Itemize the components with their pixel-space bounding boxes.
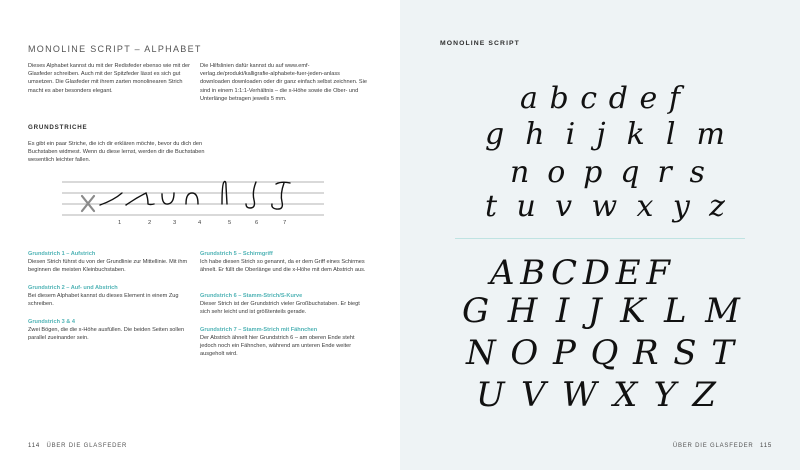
letter-glyph: J <box>587 291 602 331</box>
stroke-number-5: 5 <box>228 220 232 226</box>
letter-glyph: h <box>525 117 545 152</box>
letter-glyph: a <box>520 81 538 116</box>
letter-glyph: E <box>615 253 641 293</box>
uppercase-row-1 <box>490 253 670 293</box>
letter-glyph: b <box>549 81 569 116</box>
letter-glyph: l <box>665 117 676 152</box>
stroke-description-title: Grundstrich 2 – Auf- und Abstrich <box>28 285 118 291</box>
letter-glyph: Q <box>590 333 619 373</box>
stroke-description-1 <box>28 250 198 274</box>
letter-glyph: o <box>547 155 566 190</box>
stroke-number-4: 4 <box>198 220 202 226</box>
basic-strokes-illustration <box>62 178 324 228</box>
stroke-description-5 <box>200 250 370 274</box>
intro-text-column-2: Die Hilfslinien dafür kannst du auf www.emf-verlag.de/produkt/kalligrafie-alphabete-fuer-jeden-anlass downloaden downloaden oder dir ganz einfach selbst zeichnen. Sie sind in einem 1:1:1-Verhältnis – die x-Höhe sowie die Ober- und Unterlänge betragen jeweils 5 mm. <box>200 63 367 102</box>
stroke-number-1: 1 <box>118 220 122 226</box>
stroke-description-text: Zwei Bögen, die die x-Höhe ausfüllen. Die beiden Seiten sollen parallel zueinander sein. <box>28 327 185 341</box>
basic-stroke-7 <box>272 182 290 209</box>
stroke-number-7: 7 <box>283 220 287 226</box>
footer-left <box>28 443 127 449</box>
letter-glyph: q <box>620 155 640 190</box>
lowercase-row-4 <box>485 189 725 224</box>
letter-glyph: G <box>462 291 490 331</box>
letter-glyph: k <box>626 117 645 152</box>
running-head: ÜBER DIE GLASFEDER <box>46 443 128 449</box>
letter-glyph: g <box>485 117 505 152</box>
stroke-description-title: Grundstrich 3 & 4 <box>28 319 75 325</box>
letter-glyph: T <box>711 333 734 373</box>
letter-glyph: x <box>636 189 654 224</box>
page-number: 115 <box>760 443 772 449</box>
stroke-description-text: Diesen Strich führst du von der Grundlinie zur Mittellinie. Mit ihm beginnen die meisten Kleinbuchstaben. <box>28 259 188 273</box>
stroke-description-2 <box>28 284 198 308</box>
letter-glyph: n <box>510 155 530 190</box>
right-page <box>400 0 800 470</box>
slant-angle-marker <box>82 196 94 211</box>
letter-glyph: O <box>510 333 539 373</box>
letter-glyph: M <box>705 291 740 331</box>
letter-glyph: V <box>520 375 546 415</box>
uppercase-row-2 <box>462 291 740 331</box>
stroke-number-6: 6 <box>255 220 259 226</box>
stroke-description-title: Grundstrich 5 – Schirmgriff <box>200 251 273 257</box>
letter-glyph: Y <box>653 375 677 415</box>
stroke-description-title: Grundstrich 7 – Stamm-Strich mit Fähnchen <box>200 327 318 333</box>
letter-glyph: H <box>507 291 538 331</box>
page-number: 114 <box>28 443 40 449</box>
stroke-description-6 <box>200 292 370 316</box>
section-heading: GRUNDSTRICHE <box>28 124 88 131</box>
footer-right <box>673 443 772 449</box>
letter-glyph: v <box>555 189 573 224</box>
basic-stroke-4 <box>186 193 198 204</box>
letter-glyph: s <box>689 155 705 190</box>
stroke-description-text: Bei diesem Alphabet kannst du dieses Element in einem Zug schreiben. <box>28 293 179 307</box>
letter-glyph: f <box>668 81 680 116</box>
letter-glyph: e <box>639 81 658 116</box>
letter-glyph: W <box>561 375 597 415</box>
stroke-description-text: Dieser Strich ist der Grundstrich vieler Großbuchstaben. Er biegt sich sehr leicht und ist größtenteils gerade. <box>200 301 360 315</box>
lowercase-row-2 <box>485 117 725 152</box>
letter-glyph: p <box>583 155 603 190</box>
letter-glyph: w <box>591 189 618 224</box>
stroke-description-title: Grundstrich 6 – Stamm-Strich/S-Kurve <box>200 293 303 299</box>
letter-glyph: P <box>552 333 576 373</box>
section-divider <box>455 238 745 239</box>
letter-glyph: r <box>657 155 672 190</box>
letter-glyph: d <box>608 81 628 116</box>
letter-glyph: X <box>613 375 638 415</box>
stroke-description-title: Grundstrich 1 – Aufstrich <box>28 251 96 257</box>
running-head: ÜBER DIE GLASFEDER <box>672 443 754 449</box>
letter-glyph: N <box>466 333 496 373</box>
letter-glyph: j <box>596 117 606 152</box>
letter-glyph: F <box>646 253 670 293</box>
page-title: MONOLINE SCRIPT – ALPHABET <box>28 44 202 54</box>
stroke-description-text: Der Abstrich ähnelt hier Grundstrich 6 – am oberen Ende steht jedoch noch ein Fähnchen, während am unteren Ende weiter ausgeholt wird. <box>200 335 355 357</box>
letter-glyph: i <box>565 117 576 152</box>
letter-glyph: B <box>520 253 546 293</box>
intro-text-column-1: Dieses Alphabet kannst du mit der Redisfeder ebenso wie mit der Glasfeder schreiben. Auch mit der Spitzfeder lässt es sich gut umsetzen. Die Glasfeder mit ihrem zarten monolinearen Strich macht es aber besonders elegant. <box>28 63 190 94</box>
stroke-description-7 <box>200 326 370 358</box>
letter-glyph: S <box>673 333 697 373</box>
basic-stroke-1 <box>100 193 122 205</box>
letter-glyph: t <box>485 189 498 224</box>
letter-glyph: C <box>551 253 578 293</box>
letter-glyph: y <box>672 189 690 224</box>
uppercase-row-4 <box>476 375 716 415</box>
letter-glyph: K <box>620 291 646 331</box>
basic-stroke-3 <box>162 193 174 204</box>
letter-glyph: U <box>476 375 505 415</box>
letter-glyph: R <box>633 333 659 373</box>
stroke-number-2: 2 <box>148 220 152 226</box>
letter-glyph: A <box>490 253 515 293</box>
section-intro-text: Es gibt ein paar Striche, die ich dir erklären möchte, bevor du dich den Buchstaben widmest. Wenn du diese lernst, werden dir die Buchstaben wesentlich leichter fallen. <box>28 141 205 164</box>
letter-glyph: Z <box>692 375 716 415</box>
stroke-description-3 <box>28 318 198 342</box>
stroke-description-text: Ich habe diesen Strich so genannt, da er dem Griff eines Schirmes ähnelt. Er füllt die Oberlänge und die x-Höhe mit dem Abstrich aus. <box>200 259 366 273</box>
letter-glyph: L <box>664 291 687 331</box>
letter-glyph: z <box>709 189 725 224</box>
lowercase-row-1 <box>520 81 680 116</box>
uppercase-row-3 <box>466 333 734 373</box>
alphabet-title: MONOLINE SCRIPT <box>440 40 520 47</box>
letter-glyph: D <box>582 253 611 293</box>
letter-glyph: m <box>696 117 725 152</box>
stroke-number-3: 3 <box>173 220 177 226</box>
letter-glyph: I <box>555 291 570 331</box>
letter-glyph: u <box>516 189 536 224</box>
lowercase-row-3 <box>510 155 705 190</box>
letter-glyph: c <box>580 81 598 116</box>
basic-stroke-2 <box>126 193 154 205</box>
